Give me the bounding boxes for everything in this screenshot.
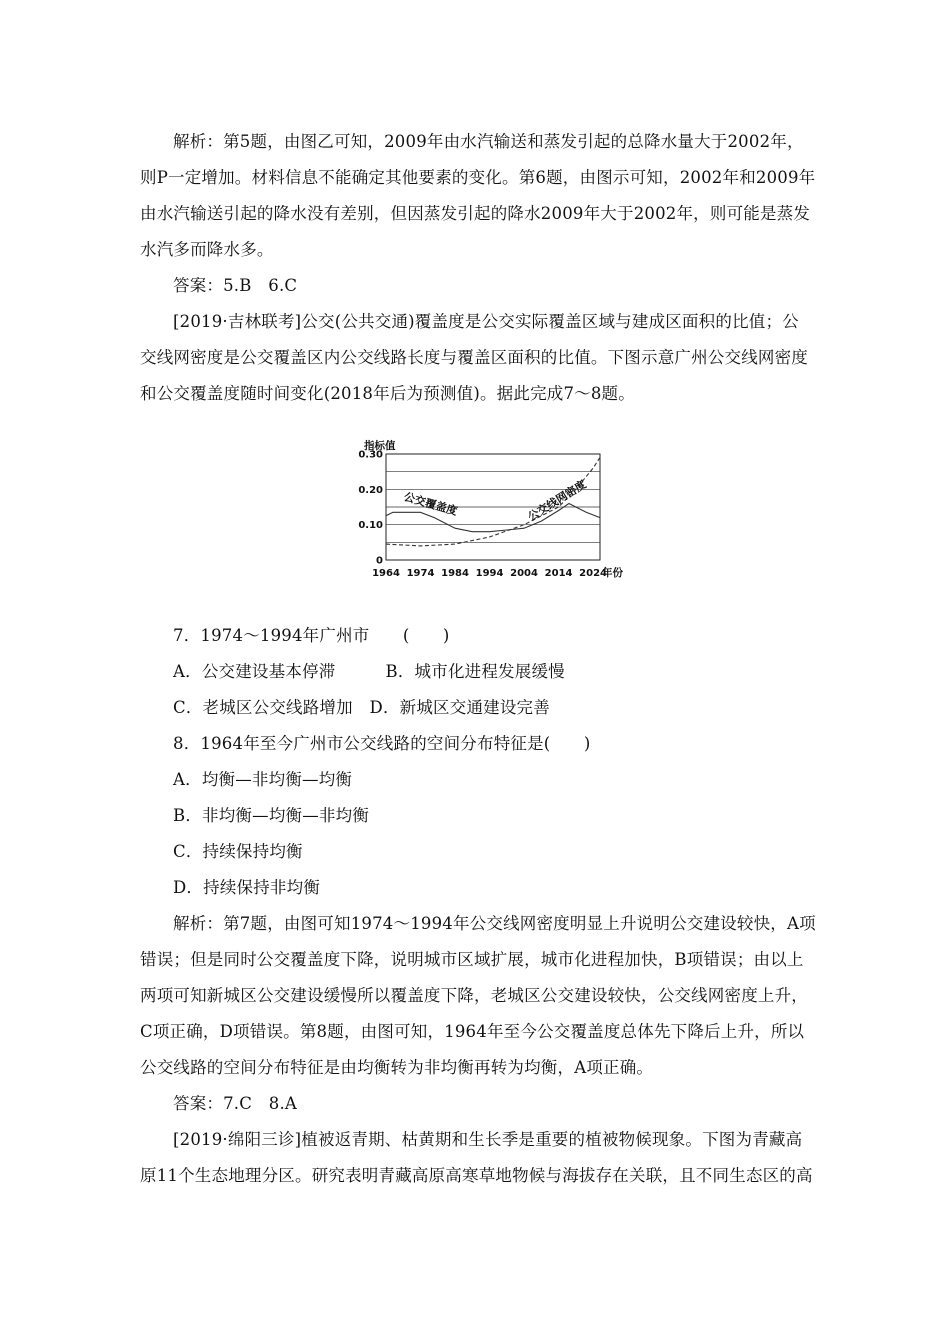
option-line: D．持续保持非均衡	[173, 878, 321, 897]
option-line: B．非均衡—均衡—非均衡	[173, 806, 370, 825]
text-line: 解析：第5题，由图乙可知，2009年由水汽输送和蒸发引起的总降水量大于2002年，	[173, 132, 804, 151]
text-line: 错误；但是同时公交覆盖度下降，说明城市区域扩展，城市化进程加快，B项错误；由以上	[140, 950, 804, 969]
text-line: 解析：第7题，由图可知1974～1994年公交线网密度明显上升说明公交建设较快，A项	[173, 914, 816, 933]
x-tick-label: 1984	[441, 568, 469, 579]
x-tick-label: 2004	[510, 568, 538, 579]
coverage-series-line	[386, 504, 600, 532]
y-tick-label: 0.10	[358, 520, 383, 532]
y-tick-label: 0	[376, 555, 383, 567]
option-line: C．老城区公交线路增加 D．新城区交通建设完善	[173, 698, 550, 717]
option-line: A．均衡—非均衡—均衡	[173, 770, 353, 789]
text-line: 水汽多而降水多。	[140, 240, 274, 259]
x-tick-label: 1974	[406, 568, 435, 579]
text-line: [2019·绵阳三诊]植被返青期、枯黄期和生长季是重要的植被物候现象。下图为青藏高	[173, 1130, 803, 1149]
answer-line: 答案：5.B 6.C	[173, 276, 298, 295]
x-tick-label: 1994	[475, 568, 504, 579]
y-tick-label: 0.30	[358, 449, 383, 461]
x-axis-title: 年份	[602, 567, 623, 579]
answer-line: 答案：7.C 8.A	[173, 1094, 298, 1113]
line-chart	[358, 440, 623, 588]
y-tick-label: 0.20	[358, 484, 383, 496]
text-line: 两项可知新城区公交建设缓慢所以覆盖度下降，老城区公交建设较快，公交线网密度上升，	[140, 986, 808, 1005]
option-line: C．持续保持均衡	[173, 842, 303, 861]
text-line: 原11个生态地理分区。研究表明青藏高原高寒草地物候与海拔存在关联，且不同生态区的高	[140, 1166, 813, 1185]
text-line: [2019·吉林联考]公交(公共交通)覆盖度是公交实际覆盖区域与建成区面积的比值；公	[173, 312, 799, 331]
coverage-series-label: 公交覆盖度	[402, 490, 459, 518]
text-line: 由水汽输送引起的降水没有差别，但因蒸发引起的降水2009年大于2002年，则可能是蒸发	[140, 204, 811, 223]
text-line: 则P一定增加。材料信息不能确定其他要素的变化。第6题，由图示可知，2002年和2009年	[140, 168, 816, 187]
text-line: 交线网密度是公交覆盖区内公交线路长度与覆盖区面积的比值。下图示意广州公交线网密度	[140, 348, 808, 367]
x-tick-label: 2014	[544, 568, 573, 579]
text-line: 公交线路的空间分布特征是由均衡转为非均衡再转为均衡，A项正确。	[140, 1058, 654, 1077]
y-axis-title: 指标值	[364, 440, 396, 452]
density-series-label: 公交线网密度	[525, 477, 589, 524]
question-line: 7．1974～1994年广州市 ( )	[173, 626, 450, 645]
question-line: 8．1964年至今广州市公交线路的空间分布特征是( )	[173, 734, 591, 753]
x-tick-label: 2024	[579, 568, 608, 579]
text-line: 和公交覆盖度随时间变化(2018年后为预测值)。据此完成7～8题。	[140, 384, 635, 403]
text-line: C项正确，D项错误。第8题，由图可知，1964年至今公交覆盖度总体先下降后上升，所以	[140, 1022, 805, 1041]
option-line: A．公交建设基本停滞 B．城市化进程发展缓慢	[173, 662, 565, 681]
x-tick-label: 1964	[372, 568, 400, 579]
